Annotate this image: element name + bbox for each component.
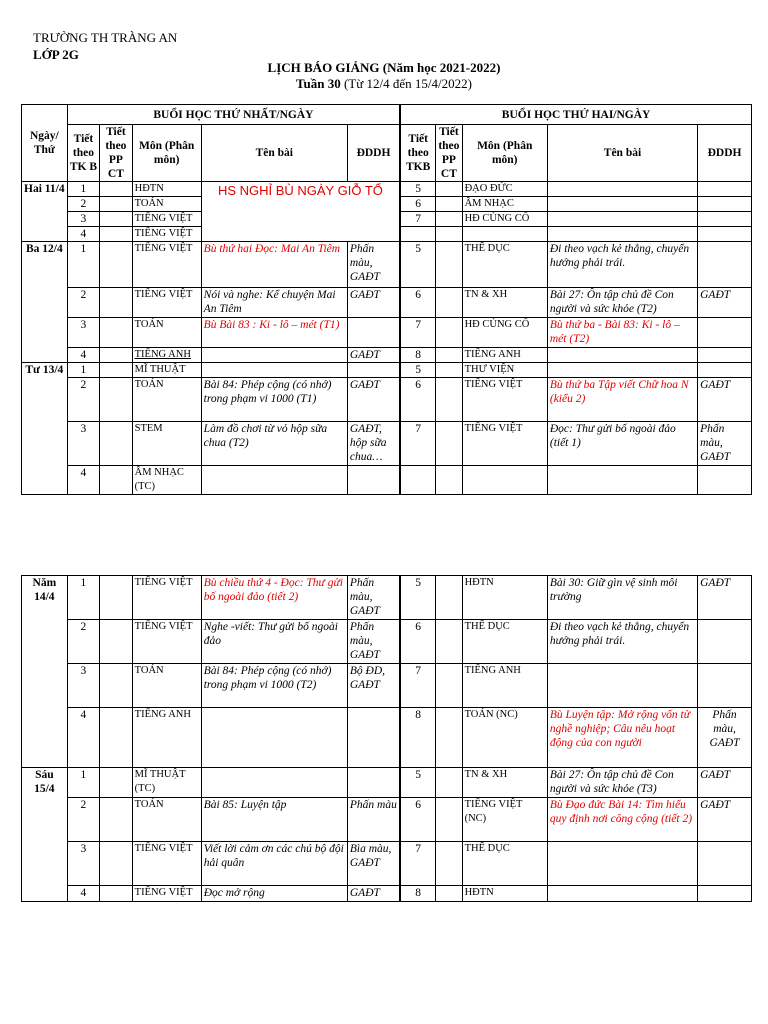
- subject-cell: MĨ THUẬT (TC): [132, 768, 201, 798]
- ppct-cell: [436, 886, 462, 902]
- ppct-cell: [100, 664, 132, 708]
- lesson-cell: Đọc mở rộng: [201, 886, 347, 902]
- ppct-cell: [436, 842, 462, 886]
- subject-cell: TIẾNG ANH: [132, 708, 201, 768]
- subject-cell: TIẾNG VIỆT (NC): [462, 798, 547, 842]
- period-cell: 6: [400, 798, 436, 842]
- subject-cell: MĨ THUẬT: [132, 363, 201, 378]
- subject1-header: Môn (Phân môn): [132, 125, 201, 182]
- ddh-cell: [347, 768, 400, 798]
- ddh-cell: Phấn màu, GAĐT: [698, 422, 752, 466]
- table-row: [22, 798, 752, 842]
- ddh-cell: [698, 466, 752, 495]
- session1-header: BUỔI HỌC THỨ NHẤT/NGÀY: [67, 105, 400, 125]
- ddh-cell: Bìa màu, GAĐT: [347, 842, 400, 886]
- period-cell: 2: [67, 378, 99, 422]
- period-cell: 2: [67, 620, 99, 664]
- ddh-cell: [347, 466, 400, 495]
- subject-cell: TN & XH: [462, 768, 547, 798]
- ppct-cell: [436, 212, 462, 227]
- subject-cell: TIẾNG VIỆT: [132, 620, 201, 664]
- ddh-cell: Phấn màu: [347, 798, 400, 842]
- ppct-cell: [100, 242, 132, 288]
- subject-cell: TIẾNG VIỆT: [132, 242, 201, 288]
- lesson-cell: [201, 466, 347, 495]
- table-row: [22, 576, 752, 620]
- subject-cell: TOÁN: [132, 318, 201, 348]
- subject-cell: HĐTN: [462, 886, 547, 902]
- ddh-cell: Phấn màu, GAĐT: [698, 708, 752, 768]
- period-cell: 3: [67, 422, 99, 466]
- ppct-cell: [436, 363, 462, 378]
- lesson-cell: Bù thứ ba Tập viết Chữ hoa N (kiểu 2): [547, 378, 697, 422]
- period-cell: 7: [400, 422, 436, 466]
- lesson-cell: Viết lời cảm ơn các chú bộ đội hải quân: [201, 842, 347, 886]
- ppct-cell: [436, 227, 462, 242]
- lesson-cell: Nói và nghe: Kể chuyện Mai An Tiêm: [201, 288, 347, 318]
- lesson-cell: [547, 842, 697, 886]
- ddh-cell: [698, 197, 752, 212]
- table-row: [22, 842, 752, 886]
- lesson-cell: [547, 363, 697, 378]
- ddh-cell: [347, 363, 400, 378]
- lesson-cell: [201, 348, 347, 363]
- lesson-cell: [201, 363, 347, 378]
- table-row: [22, 664, 752, 708]
- lesson-cell: [547, 197, 697, 212]
- subject-cell: ÂM NHẠC: [462, 197, 547, 212]
- period-cell: [400, 466, 436, 495]
- lesson-cell: Bù Bài 83 : Ki - lô – mét (T1): [201, 318, 347, 348]
- ddh-cell: [347, 708, 400, 768]
- lesson1-header: Tên bài: [201, 125, 347, 182]
- lesson-cell: Bù Luyện tập: Mở rộng vốn từ nghề nghiệp; Câu nêu hoạt động của con người: [547, 708, 697, 768]
- ppct-cell: [436, 318, 462, 348]
- lesson2-header: Tên bài: [547, 125, 697, 182]
- subject-cell: TIẾNG ANH: [462, 348, 547, 363]
- lesson-cell: Bài 27: Ôn tập chủ đề Con người và sức khỏe (T3): [547, 768, 697, 798]
- ddh-cell: [698, 664, 752, 708]
- ddh-cell: GAĐT: [698, 378, 752, 422]
- subject-cell: THỂ DỤC: [462, 620, 547, 664]
- ppct-cell: [436, 620, 462, 664]
- ppct-cell: [436, 798, 462, 842]
- subject-cell: TIẾNG VIỆT: [132, 227, 201, 242]
- lesson-cell: [547, 227, 697, 242]
- ppct-cell: [436, 664, 462, 708]
- ddh-cell: [698, 212, 752, 227]
- week-number: Tuần 30: [296, 76, 341, 91]
- week-range: (Từ 12/4 đến 15/4/2022): [340, 76, 472, 91]
- ppct-cell: [100, 886, 132, 902]
- ddh-cell: Bộ ĐD, GAĐT: [347, 664, 400, 708]
- ppct-cell: [100, 197, 132, 212]
- period-cell: 3: [67, 842, 99, 886]
- period-cell: 1: [67, 242, 99, 288]
- day-cell: Tư 13/4: [22, 363, 68, 495]
- lesson-cell: [201, 708, 347, 768]
- ppct-cell: [436, 378, 462, 422]
- lesson-cell: Bài 84: Phép cộng (có nhớ) trong phạm vi 1000 (T1): [201, 378, 347, 422]
- period-cell: 2: [67, 798, 99, 842]
- ppct-cell: [100, 422, 132, 466]
- ddh-cell: [698, 363, 752, 378]
- period-cell: 1: [67, 576, 99, 620]
- period-cell: 3: [67, 318, 99, 348]
- ddh-cell: [698, 242, 752, 288]
- lesson-cell: [201, 768, 347, 798]
- subject-cell: TIẾNG VIỆT: [132, 842, 201, 886]
- lesson-cell: [547, 212, 697, 227]
- subject-cell: HĐTN: [132, 182, 201, 197]
- ppct-cell: [100, 227, 132, 242]
- lesson-cell: [547, 466, 697, 495]
- period-cell: 6: [400, 288, 436, 318]
- ddh-cell: Phấn màu, GAĐT: [347, 620, 400, 664]
- period-cell: 4: [67, 466, 99, 495]
- subject-cell: TOÁN: [132, 197, 201, 212]
- day-cell: Năm 14/4: [22, 576, 68, 768]
- subject-cell: TOÁN: [132, 664, 201, 708]
- period-cell: 8: [400, 886, 436, 902]
- period-cell: 4: [67, 886, 99, 902]
- table-row: [22, 288, 752, 318]
- period-cell: 7: [400, 212, 436, 227]
- lesson-cell: Nghe -viết: Thư gửi bố ngoài đảo: [201, 620, 347, 664]
- ppct-cell: [100, 212, 132, 227]
- ddh-cell: GAĐT: [347, 348, 400, 363]
- ddh-cell: [698, 318, 752, 348]
- lesson-cell: Bù Đạo đức Bài 14: Tìm hiểu quy định nơi công cộng (tiết 2): [547, 798, 697, 842]
- ppct-cell: [100, 363, 132, 378]
- ppct-cell: [436, 708, 462, 768]
- ppct-cell: [100, 620, 132, 664]
- ppct2-header: Tiết theo PP CT: [436, 125, 462, 182]
- subject-cell: TIẾNG ANH: [132, 348, 201, 363]
- table-row: [22, 378, 752, 422]
- ddh-cell: GAĐT: [698, 798, 752, 842]
- subject-cell: [462, 466, 547, 495]
- period-cell: 2: [67, 197, 99, 212]
- lesson-cell: Bài 27: Ôn tập chủ đề Con người và sức khỏe (T2): [547, 288, 697, 318]
- table-row: [22, 363, 752, 378]
- ddh-cell: GAĐT: [347, 886, 400, 902]
- lesson-cell: Bài 85: Luyện tập: [201, 798, 347, 842]
- subject-cell: TOÁN: [132, 378, 201, 422]
- day-cell: Sáu 15/4: [22, 768, 68, 902]
- ppct-cell: [436, 197, 462, 212]
- period-cell: 4: [67, 227, 99, 242]
- subject-cell: TIẾNG VIỆT: [132, 288, 201, 318]
- lesson-cell: [547, 182, 697, 197]
- ppct-cell: [436, 422, 462, 466]
- schedule-table-2: [21, 575, 752, 902]
- ppct-cell: [100, 182, 132, 197]
- period-cell: 4: [67, 348, 99, 363]
- ddh-cell: Phấn màu, GAĐT: [347, 576, 400, 620]
- subject-cell: TOÁN (NC): [462, 708, 547, 768]
- period-cell: 5: [400, 182, 436, 197]
- period-cell: 5: [400, 576, 436, 620]
- school-name: TRƯỜNG TH TRÀNG AN: [33, 30, 178, 45]
- ppct-cell: [436, 242, 462, 288]
- ddh-cell: [698, 182, 752, 197]
- period-cell: 8: [400, 708, 436, 768]
- period-cell: 3: [67, 664, 99, 708]
- table-row: [22, 768, 752, 798]
- period-cell: 1: [67, 182, 99, 197]
- subject-cell: TIẾNG ANH: [462, 664, 547, 708]
- subject-cell: HĐTN: [462, 576, 547, 620]
- lesson-cell: Đọc: Thư gửi bố ngoài đảo (tiết 1): [547, 422, 697, 466]
- period-cell: 7: [400, 318, 436, 348]
- day-header: Ngày/ Thứ: [22, 105, 68, 182]
- period-cell: 8: [400, 348, 436, 363]
- subject-cell: ĐẠO ĐỨC: [462, 182, 547, 197]
- ppct1-header: Tiết theo PP CT: [100, 125, 132, 182]
- ppct-cell: [100, 768, 132, 798]
- period-cell: 4: [67, 708, 99, 768]
- tkb2-header: Tiết theo TKB: [400, 125, 436, 182]
- subject-cell: TIẾNG VIỆT: [132, 576, 201, 620]
- table-row: [22, 620, 752, 664]
- ppct-cell: [436, 288, 462, 318]
- subject-cell: HĐ CỦNG CỐ: [462, 318, 547, 348]
- subject-cell: STEM: [132, 422, 201, 466]
- period-cell: 5: [400, 768, 436, 798]
- lesson-cell: Bù thứ ba - Bài 83: Ki - lô – mét (T2): [547, 318, 697, 348]
- table-row: [22, 466, 752, 495]
- lesson-cell: Đi theo vạch kẻ thẳng, chuyển hướng phải trái.: [547, 620, 697, 664]
- period-cell: 5: [400, 363, 436, 378]
- ppct-cell: [436, 576, 462, 620]
- subject-cell: THỂ DỤC: [462, 242, 547, 288]
- ppct-cell: [436, 768, 462, 798]
- tkb1-header: Tiết theo TK B: [67, 125, 99, 182]
- subject-cell: HĐ CỦNG CỐ: [462, 212, 547, 227]
- subject2-header: Môn (Phân môn): [462, 125, 547, 182]
- ddh-cell: GAĐT: [347, 288, 400, 318]
- lesson-cell: [547, 886, 697, 902]
- ddh-cell: [347, 318, 400, 348]
- period-cell: [400, 227, 436, 242]
- lesson-cell: Bài 30: Giữ gìn vệ sinh môi trường: [547, 576, 697, 620]
- ddh1-header: ĐDDH: [347, 125, 400, 182]
- week-label: [0, 76, 768, 92]
- subject-cell: TIẾNG VIỆT: [132, 886, 201, 902]
- ppct-cell: [100, 466, 132, 495]
- ddh-cell: [698, 227, 752, 242]
- ppct-cell: [100, 378, 132, 422]
- ppct-cell: [100, 798, 132, 842]
- table-row: [22, 886, 752, 902]
- ddh-cell: GAĐT: [347, 378, 400, 422]
- day-cell: Hai 11/4: [22, 182, 68, 242]
- ddh-cell: [698, 620, 752, 664]
- ddh-cell: [698, 348, 752, 363]
- subject-cell: THỂ DỤC: [462, 842, 547, 886]
- ppct-cell: [100, 708, 132, 768]
- ppct-cell: [436, 466, 462, 495]
- ppct-cell: [100, 318, 132, 348]
- period-cell: 1: [67, 768, 99, 798]
- day-cell: Ba 12/4: [22, 242, 68, 363]
- lesson-cell: Bài 84: Phép cộng (có nhớ) trong phạm vi 1000 (T2): [201, 664, 347, 708]
- period-cell: 6: [400, 620, 436, 664]
- ddh-cell: GAĐT: [698, 768, 752, 798]
- ddh2-header: ĐDDH: [698, 125, 752, 182]
- ddh-cell: GAĐT: [698, 576, 752, 620]
- document-title: LỊCH BÁO GIẢNG (Năm học 2021-2022): [267, 60, 501, 75]
- ddh-cell: Phấn màu, GAĐT: [347, 242, 400, 288]
- ddh-cell: [698, 886, 752, 902]
- period-cell: 1: [67, 363, 99, 378]
- class-name: LỚP 2G: [33, 47, 79, 62]
- ppct-cell: [100, 288, 132, 318]
- lesson-cell: Bù thứ hai Đọc: Mai An Tiêm: [201, 242, 347, 288]
- period-cell: 2: [67, 288, 99, 318]
- ppct-cell: [436, 348, 462, 363]
- period-cell: 3: [67, 212, 99, 227]
- lesson-cell: Bù chiều thứ 4 - Đọc: Thư gửi bố ngoài đảo (tiết 2): [201, 576, 347, 620]
- ppct-cell: [436, 182, 462, 197]
- subject-cell: TIẾNG VIỆT: [132, 212, 201, 227]
- period-cell: 7: [400, 664, 436, 708]
- lesson-cell: [547, 348, 697, 363]
- table-row: [22, 348, 752, 363]
- lesson-cell: Làm đồ chơi từ vỏ hộp sữa chua (T2): [201, 422, 347, 466]
- ppct-cell: [100, 348, 132, 363]
- ppct-cell: [100, 842, 132, 886]
- subject-cell: THƯ VIỆN: [462, 363, 547, 378]
- lesson-cell: Đi theo vạch kẻ thẳng, chuyển hướng phải trái.: [547, 242, 697, 288]
- ddh-cell: GAĐT, hộp sữa chua…: [347, 422, 400, 466]
- table-row: [22, 422, 752, 466]
- holiday-note: HS NGHỈ BÙ NGÀY GIỖ TỔ: [201, 182, 400, 242]
- subject-cell: [462, 227, 547, 242]
- session2-header: BUỔI HỌC THỨ HAI/NGÀY: [400, 105, 751, 125]
- period-cell: 7: [400, 842, 436, 886]
- subject-cell: TN & XH: [462, 288, 547, 318]
- period-cell: 6: [400, 197, 436, 212]
- lesson-cell: [547, 664, 697, 708]
- table-row: [22, 318, 752, 348]
- period-cell: 5: [400, 242, 436, 288]
- table-row: [22, 182, 752, 197]
- subject-cell: TIẾNG VIỆT: [462, 378, 547, 422]
- subject-cell: TOÁN: [132, 798, 201, 842]
- subject-cell: ÂM NHẠC (TC): [132, 466, 201, 495]
- period-cell: 6: [400, 378, 436, 422]
- table-row: [22, 708, 752, 768]
- ddh-cell: GAĐT: [698, 288, 752, 318]
- schedule-table-1: [21, 104, 752, 495]
- ppct-cell: [100, 576, 132, 620]
- table-row: [22, 242, 752, 288]
- ddh-cell: [698, 842, 752, 886]
- subject-cell: TIẾNG VIỆT: [462, 422, 547, 466]
